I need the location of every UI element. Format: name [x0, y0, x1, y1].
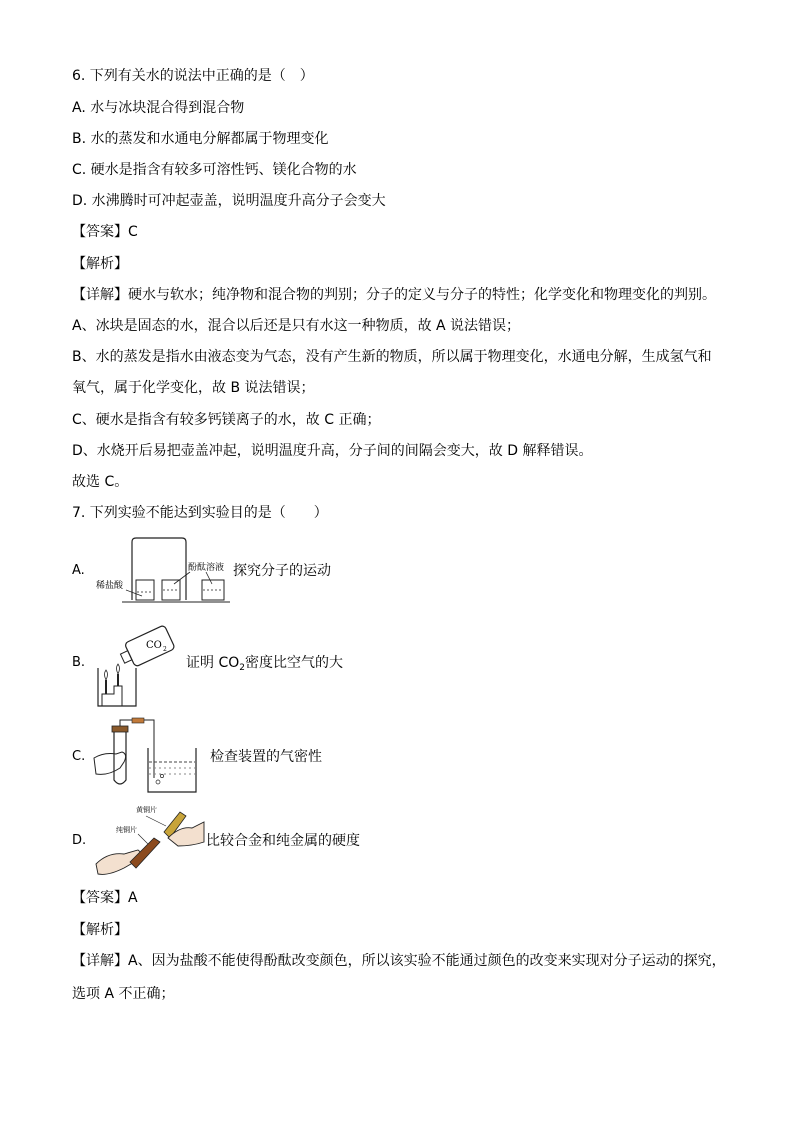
copper-plate-label: 纯铜片 — [116, 826, 137, 834]
q7-option-d-letter: D. — [72, 833, 87, 848]
q6-detail-line: 氧气，属于化学变化，故 B 说法错误； — [72, 380, 315, 396]
q6-option-b: B. 水的蒸发和水通电分解都属于物理变化 — [72, 131, 329, 147]
q6-detail-line: B、水的蒸发是指水由液态变为气态，没有产生新的物质，所以属于物理变化，水通电分解，生成氢气和 — [72, 349, 712, 365]
q7-option-a-letter: A. — [72, 563, 85, 578]
q6-detail-line: D、水烧开后易把壶盖冲起，说明温度升高，分子间的间隔会变大，故 D 解释错误。 — [72, 443, 593, 459]
q7-stem: 7. 下列实验不能达到实验目的是（ ） — [72, 505, 328, 521]
q6-option-c: C. 硬水是指含有较多可溶性钙、镁化合物的水 — [72, 162, 357, 178]
q6-option-d: D. 水沸腾时可冲起壶盖，说明温度升高分子会变大 — [72, 193, 386, 209]
q6-stem: 6. 下列有关水的说法中正确的是（ ） — [72, 68, 314, 84]
q6-detail-line: 【详解】硬水与软水；纯净物和混合物的判别；分子的定义与分子的特性；化学变化和物理变化的判别。 — [72, 287, 716, 303]
q7-option-c-letter: C. — [72, 749, 86, 764]
q6-option-a: A. 水与冰块混合得到混合物 — [72, 100, 245, 116]
co2-density-apparatus-figure — [92, 628, 182, 710]
hardness-compare-figure — [94, 802, 206, 882]
molecule-motion-apparatus-figure — [96, 536, 236, 608]
airtightness-apparatus-figure — [92, 718, 212, 794]
co2-label: CO — [146, 640, 162, 651]
q6-detail-line: C、硬水是指含有较多钙镁离子的水，故 C 正确； — [72, 412, 381, 428]
q6-detail-line: A、冰块是固态的水，混合以后还是只有水这一种物质，故 A 说法错误； — [72, 318, 521, 334]
q6-analysis-title: 【解析】 — [72, 256, 128, 272]
co2-subscript: 2 — [163, 646, 167, 653]
brass-plate-label: 黄铜片 — [136, 806, 157, 814]
dilute-hcl-label: 稀盐酸 — [96, 581, 124, 591]
q7-detail-line: 选项 A 不正确； — [72, 986, 175, 1002]
q7-option-a-caption: 探究分子的运动 — [233, 563, 331, 579]
q7-detail-line: 【详解】A、因为盐酸不能使得酚酞改变颜色，所以该实验不能通过颜色的改变来实现对分子运动的探究， — [72, 953, 726, 969]
q7-answer: 【答案】A — [72, 890, 138, 906]
q6-answer: 【答案】C — [72, 224, 138, 240]
q6-detail-line: 故选 C。 — [72, 474, 129, 490]
q7-option-c-caption: 检查装置的气密性 — [210, 749, 322, 765]
q7-analysis-title: 【解析】 — [72, 922, 128, 938]
phenolphthalein-label: 酚酞溶液 — [188, 563, 225, 573]
q7-option-b-caption: 证明 $CO_2$密度比空气的大 — [186, 655, 343, 673]
q7-option-d-caption: 比较合金和纯金属的硬度 — [206, 833, 360, 849]
q7-option-b-letter: B. — [72, 655, 86, 670]
